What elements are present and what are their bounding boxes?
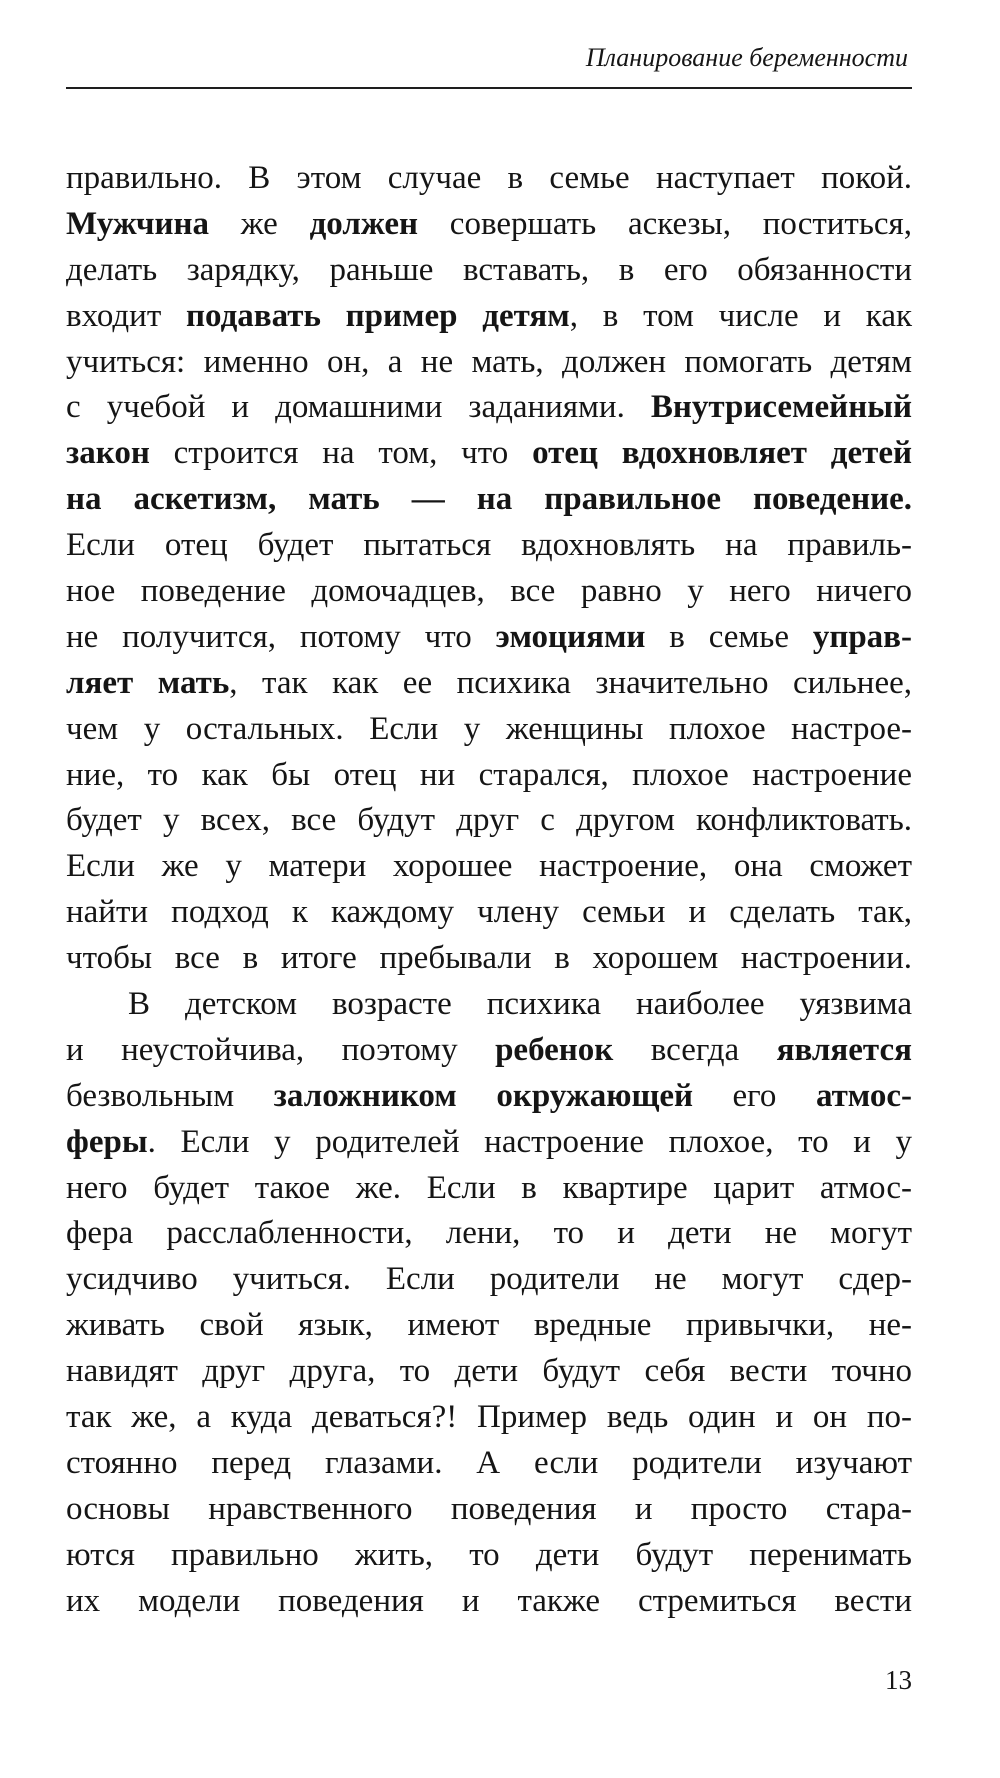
text-segment: делать зарядку, раньше вставать, в его обязанности <box>66 251 912 288</box>
bold-text-segment: Внутрисемейный <box>650 389 912 426</box>
text-segment: так же, а куда деваться?! Пример ведь один и он по- <box>66 1399 912 1436</box>
text-line <box>66 523 912 569</box>
text-line <box>66 1120 912 1166</box>
text-line <box>66 982 912 1028</box>
text-line <box>66 340 912 386</box>
text-line <box>66 1441 912 1487</box>
text-line <box>66 248 912 294</box>
text-segment: стоянно перед глазами. А если родители изучают <box>66 1444 912 1481</box>
text-line <box>66 1487 912 1533</box>
text-segment: в семье <box>645 618 813 655</box>
text-line <box>66 569 912 615</box>
text-line <box>66 431 912 477</box>
text-segment: его <box>692 1077 816 1114</box>
running-header: Планирование беременности <box>585 43 908 72</box>
text-line <box>66 477 912 523</box>
bold-text-segment: ляет мать <box>66 664 230 701</box>
bold-text-segment: феры <box>66 1123 148 1160</box>
text-segment: с учебой и домашними заданиями. <box>66 389 651 426</box>
bold-text-segment: эмоциями <box>495 618 646 655</box>
text-segment: учиться: именно он, а не мать, должен помогать детям <box>66 343 912 380</box>
text-line <box>66 798 912 844</box>
text-line <box>66 1074 912 1120</box>
text-segment: безвольным <box>66 1077 274 1114</box>
bold-text-segment: Мужчина <box>66 205 210 242</box>
text-line <box>66 385 912 431</box>
text-line <box>66 294 912 340</box>
text-segment: всегда <box>613 1031 777 1068</box>
text-segment: найти подход к каждому члену семьи и сделать так, <box>66 894 912 931</box>
text-segment: их модели поведения и также стремиться вести <box>66 1582 912 1619</box>
text-line <box>66 844 912 890</box>
text-line <box>66 753 912 799</box>
text-segment: совершать аскезы, поститься, <box>418 205 912 242</box>
text-line <box>66 707 912 753</box>
text-line <box>66 156 912 202</box>
text-line <box>66 1579 912 1625</box>
text-line <box>66 1395 912 1441</box>
text-line <box>66 936 912 982</box>
text-segment: навидят друг друга, то дети будут себя вести точно <box>66 1353 912 1390</box>
bold-text-segment: заложником окружающей <box>273 1077 693 1114</box>
text-segment: и неустойчива, поэтому <box>66 1031 496 1068</box>
text-segment: правильно. В этом случае в семье наступает покой. <box>66 160 912 196</box>
text-line <box>66 890 912 936</box>
text-segment: будет у всех, все будут друг с другом конфликтовать. <box>66 802 912 839</box>
text-segment: входит <box>66 297 187 334</box>
text-line <box>66 202 912 248</box>
bold-text-segment: должен <box>309 205 419 242</box>
text-line <box>66 1303 912 1349</box>
body-text <box>66 156 912 1625</box>
text-line <box>66 661 912 707</box>
text-segment: . Если у родителей настроение плохое, то и у <box>147 1123 912 1160</box>
text-segment: же <box>209 205 310 242</box>
text-segment: живать свой язык, имеют вредные привычки, не- <box>66 1307 912 1344</box>
bold-text-segment: является <box>776 1031 912 1068</box>
text-segment: В детском возрасте психика наиболее уязвима <box>128 986 912 1023</box>
text-segment: строится на том, что <box>149 435 533 472</box>
bold-text-segment: атмос- <box>815 1077 912 1114</box>
header-rule <box>66 87 912 89</box>
text-segment: него будет такое же. Если в квартире царит атмос- <box>66 1169 912 1206</box>
page-number: 13 <box>885 1665 912 1695</box>
text-segment: ное поведение домочадцев, все равно у него ничего <box>66 573 912 610</box>
text-line <box>66 1211 912 1257</box>
text-line <box>66 1349 912 1395</box>
text-segment: Если же у матери хорошее настроение, она сможет <box>66 848 912 885</box>
bold-text-segment: подавать пример детям <box>186 297 570 334</box>
text-segment: чтобы все в итоге пребывали в хорошем настроении. <box>66 940 912 977</box>
text-line <box>66 1028 912 1074</box>
text-segment: не получится, потому что <box>66 618 496 655</box>
text-segment: чем у остальных. Если у женщины плохое настрое- <box>66 710 912 747</box>
bold-text-segment: ребенок <box>495 1031 614 1068</box>
text-segment: Если отец будет пытаться вдохновлять на правиль- <box>66 527 912 564</box>
text-segment: , в том числе и как <box>569 297 912 334</box>
text-segment: фера расслабленности, лени, то и дети не могут <box>66 1215 912 1252</box>
text-line <box>66 1166 912 1212</box>
text-line <box>66 1257 912 1303</box>
text-segment: ние, то как бы отец ни старался, плохое настроение <box>66 756 912 793</box>
text-segment: , так как ее психика значительно сильнее, <box>229 664 912 701</box>
text-segment: усидчиво учиться. Если родители не могут сдер- <box>66 1261 912 1298</box>
text-line <box>66 615 912 661</box>
text-segment: ются правильно жить, то дети будут перенимать <box>66 1536 912 1573</box>
bold-text-segment: на аскетизм, мать — на правильное поведение. <box>66 481 912 518</box>
text-line <box>66 1533 912 1579</box>
text-segment: основы нравственного поведения и просто стара- <box>66 1490 912 1527</box>
bold-text-segment: закон <box>66 435 150 472</box>
bold-text-segment: отец вдохновляет детей <box>532 435 912 472</box>
bold-text-segment: управ- <box>812 618 912 655</box>
